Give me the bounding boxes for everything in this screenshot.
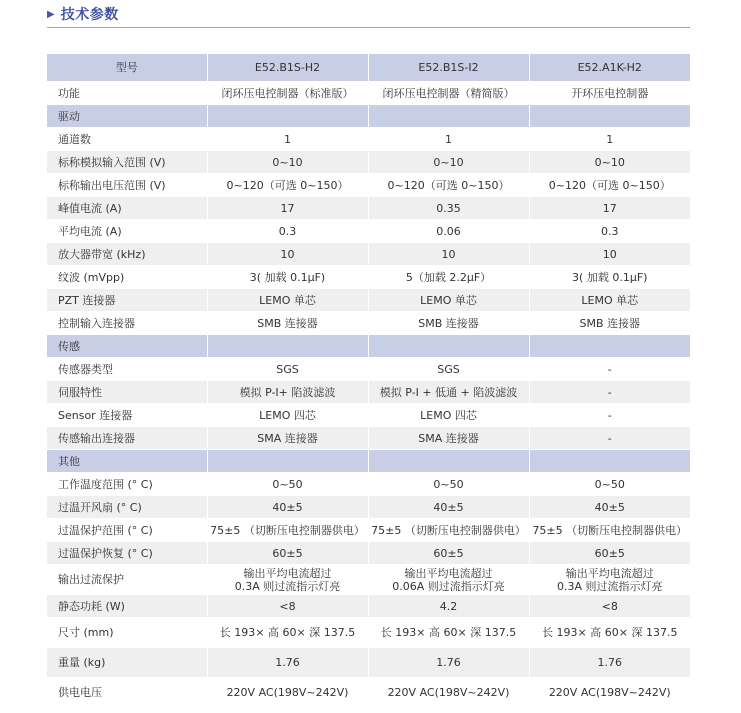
- row-label: 过温保护恢复 (° C): [47, 542, 207, 565]
- row-label: 传感器类型: [47, 358, 207, 381]
- row-value: SMA 连接器: [207, 427, 368, 450]
- table-row: [47, 404, 690, 427]
- section-filler: [529, 335, 690, 358]
- row-value: 长 193× 高 60× 深 137.5: [368, 618, 529, 648]
- row-label: 过温开风扇 (° C): [47, 496, 207, 519]
- row-value: 40±5: [529, 496, 690, 519]
- row-value: [368, 565, 529, 595]
- row-label: 通道数: [47, 128, 207, 151]
- row-value: 60±5: [207, 542, 368, 565]
- row-label: 标称模拟输入范围 (V): [47, 151, 207, 174]
- table-row: [47, 496, 690, 519]
- row-value: 0~10: [529, 151, 690, 174]
- row-value: <8: [207, 595, 368, 618]
- row-value: SGS: [368, 358, 529, 381]
- row-value-line: 输出平均电流超过: [404, 566, 493, 580]
- row-value: 220V AC(198V~242V): [207, 678, 368, 708]
- section-row: [47, 450, 690, 473]
- row-value-line: 0.3A 则过流指示灯亮: [556, 579, 663, 593]
- row-label: 平均电流 (A): [47, 220, 207, 243]
- row-value: 75±5 （切断压电控制器供电）: [529, 519, 690, 542]
- header-cell-model-3: E52.A1K-H2: [529, 54, 690, 82]
- table-row: [47, 220, 690, 243]
- section-filler: [368, 450, 529, 473]
- row-value: 0.3: [529, 220, 690, 243]
- table-row: [47, 243, 690, 266]
- table-row: [47, 312, 690, 335]
- table-row: [47, 266, 690, 289]
- table-row: [47, 519, 690, 542]
- row-value-line: 输出平均电流超过: [565, 566, 654, 580]
- section-row: [47, 335, 690, 358]
- row-value: 60±5: [368, 542, 529, 565]
- row-value: 75±5 （切断压电控制器供电）: [368, 519, 529, 542]
- row-value: 0~120（可选 0~150）: [529, 174, 690, 197]
- header-row: [47, 54, 690, 82]
- triangle-marker-icon: ▶: [47, 8, 55, 20]
- section-heading: [47, 2, 119, 26]
- row-value: 40±5: [207, 496, 368, 519]
- row-value: LEMO 单芯: [207, 289, 368, 312]
- row-value: SGS: [207, 358, 368, 381]
- section-filler: [207, 105, 368, 128]
- table-row: [47, 128, 690, 151]
- section-filler: [207, 335, 368, 358]
- row-label: PZT 连接器: [47, 289, 207, 312]
- header-cell-model: 型号: [47, 54, 207, 82]
- heading-divider: [47, 27, 690, 28]
- table-row: [47, 381, 690, 404]
- row-value: 长 193× 高 60× 深 137.5: [529, 618, 690, 648]
- section-filler: [529, 105, 690, 128]
- row-value: 0.3: [207, 220, 368, 243]
- row-value: 长 193× 高 60× 深 137.5: [207, 618, 368, 648]
- row-label: 尺寸 (mm): [47, 618, 207, 648]
- row-value: 0~10: [368, 151, 529, 174]
- row-value: 1: [368, 128, 529, 151]
- row-value: SMB 连接器: [207, 312, 368, 335]
- section-label: 其他: [47, 450, 207, 473]
- table-row: [47, 678, 690, 708]
- row-label: 重量 (kg): [47, 648, 207, 678]
- row-value-line: 输出平均电流超过: [243, 566, 332, 580]
- row-value: 1: [529, 128, 690, 151]
- spec-table-body: [47, 54, 690, 708]
- header-cell-model-2: E52.B1S-I2: [368, 54, 529, 82]
- row-label: Sensor 连接器: [47, 404, 207, 427]
- section-filler: [207, 450, 368, 473]
- row-value: 0~50: [207, 473, 368, 496]
- section-filler: [368, 335, 529, 358]
- row-value: 0~120（可选 0~150）: [207, 174, 368, 197]
- row-value: <8: [529, 595, 690, 618]
- row-label: 放大器带宽 (kHz): [47, 243, 207, 266]
- section-title: 技术参数: [60, 7, 119, 23]
- row-value: LEMO 单芯: [368, 289, 529, 312]
- row-value: 模拟 P-I + 低通 + 陷波滤波: [368, 381, 529, 404]
- row-value: 1.76: [207, 648, 368, 678]
- row-value: 0~50: [368, 473, 529, 496]
- row-value: 10: [207, 243, 368, 266]
- table-row: [47, 618, 690, 648]
- row-value: 3( 加载 0.1μF): [207, 266, 368, 289]
- row-value: 0~10: [207, 151, 368, 174]
- row-value: 17: [207, 197, 368, 220]
- table-row: [47, 289, 690, 312]
- table-row: [47, 174, 690, 197]
- table-row: [47, 473, 690, 496]
- row-value: LEMO 四芯: [207, 404, 368, 427]
- row-label: 功能: [47, 82, 207, 105]
- row-value-line: 0.3A 则过流指示灯亮: [234, 579, 341, 593]
- row-label: 过温保护范围 (° C): [47, 519, 207, 542]
- table-row: [47, 648, 690, 678]
- row-value: 闭环压电控制器（标准版）: [207, 82, 368, 105]
- row-value: LEMO 单芯: [529, 289, 690, 312]
- row-label: 控制输入连接器: [47, 312, 207, 335]
- row-value: [529, 565, 690, 595]
- section-filler: [368, 105, 529, 128]
- row-value: 40±5: [368, 496, 529, 519]
- row-value: -: [529, 381, 690, 404]
- row-value: 0.35: [368, 197, 529, 220]
- row-value: 0~50: [529, 473, 690, 496]
- row-value: 0.06: [368, 220, 529, 243]
- row-value: 5（加载 2.2μF）: [368, 266, 529, 289]
- row-value: 4.2: [368, 595, 529, 618]
- row-value: 开环压电控制器: [529, 82, 690, 105]
- table-row: [47, 542, 690, 565]
- row-label: 标称输出电压范围 (V): [47, 174, 207, 197]
- row-value: 3( 加载 0.1μF): [529, 266, 690, 289]
- row-value: 闭环压电控制器（精简版）: [368, 82, 529, 105]
- row-value: -: [529, 427, 690, 450]
- row-value: 220V AC(198V~242V): [368, 678, 529, 708]
- table-row: [47, 358, 690, 381]
- section-row: [47, 105, 690, 128]
- row-label: 传感输出连接器: [47, 427, 207, 450]
- row-label: 静态功耗 (W): [47, 595, 207, 618]
- section-filler: [529, 450, 690, 473]
- table-row: [47, 427, 690, 450]
- table-row: [47, 197, 690, 220]
- row-value: 1: [207, 128, 368, 151]
- row-label: 供电电压: [47, 678, 207, 708]
- row-value: 模拟 P-I+ 陷波滤波: [207, 381, 368, 404]
- row-value: 10: [368, 243, 529, 266]
- row-value: -: [529, 358, 690, 381]
- table-row: [47, 595, 690, 618]
- row-value: 1.76: [368, 648, 529, 678]
- row-value: -: [529, 404, 690, 427]
- table-row: [47, 82, 690, 105]
- section-label: 传感: [47, 335, 207, 358]
- row-value: SMA 连接器: [368, 427, 529, 450]
- row-label: 输出过流保护: [47, 565, 207, 595]
- section-label: 驱动: [47, 105, 207, 128]
- row-value: 1.76: [529, 648, 690, 678]
- row-value: 17: [529, 197, 690, 220]
- row-value: 220V AC(198V~242V): [529, 678, 690, 708]
- row-value: SMB 连接器: [529, 312, 690, 335]
- row-value: SMB 连接器: [368, 312, 529, 335]
- row-value: 10: [529, 243, 690, 266]
- row-label: 伺服特性: [47, 381, 207, 404]
- row-value: 75±5 （切断压电控制器供电）: [207, 519, 368, 542]
- row-value: 0~120（可选 0~150）: [368, 174, 529, 197]
- spec-table: [47, 54, 690, 708]
- header-cell-model-1: E52.B1S-H2: [207, 54, 368, 82]
- row-value-line: 0.06A 则过流指示灯亮: [392, 579, 505, 593]
- row-value: LEMO 四芯: [368, 404, 529, 427]
- row-label: 纹波 (mVpp): [47, 266, 207, 289]
- row-value: [207, 565, 368, 595]
- row-label: 工作温度范围 (° C): [47, 473, 207, 496]
- table-row: [47, 151, 690, 174]
- table-row: [47, 565, 690, 595]
- row-label: 峰值电流 (A): [47, 197, 207, 220]
- row-value: 60±5: [529, 542, 690, 565]
